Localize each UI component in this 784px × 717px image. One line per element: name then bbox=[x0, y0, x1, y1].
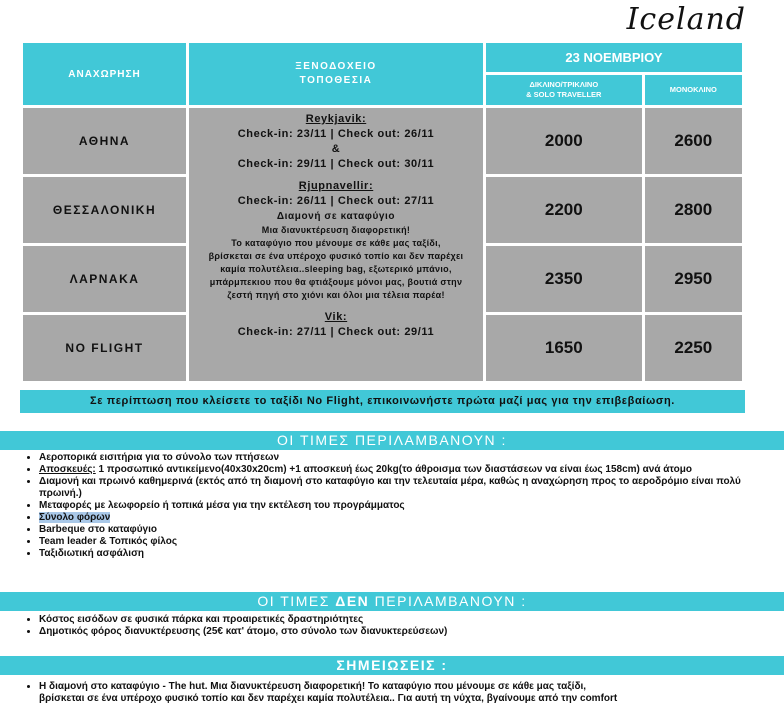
table-row bbox=[23, 108, 742, 174]
included-title: ΟΙ ΤΙΜΕΣ ΠΕΡΙΛΑΜΒΑΝΟΥΝ : bbox=[0, 431, 784, 450]
price-shared: 1650 bbox=[486, 315, 642, 381]
excluded-title: ΟΙ ΤΙΜΕΣ ΔΕΝ ΠΕΡΙΛΑΜΒΑΝΟΥΝ : bbox=[0, 592, 784, 611]
included-list bbox=[0, 452, 784, 560]
header-room-shared: ΔΙΚΛΙΝΟ/ΤΡΙΚΛΙΝΟ & SOLO TRAVELLER bbox=[486, 75, 642, 105]
list-item: • Μεταφορές με λεωφορείο ή τοπικά μέσα για την εκτέλεση του προγράμματος bbox=[39, 500, 776, 512]
header-departure: ΑΝΑΧΩΡΗΣΗ bbox=[23, 43, 186, 105]
list-item: • Δημοτικός φόρος διανυκτέρευσης (25€ κατ' άτομο, στο σύνολο των διανυκτερεύσεων) bbox=[39, 626, 776, 638]
list-item: • Ταξιδιωτική ασφάλιση bbox=[39, 548, 776, 560]
list-item: • Barbeque στο καταφύγιο bbox=[39, 524, 776, 536]
city-cell: ΛΑΡΝΑΚΑ bbox=[23, 246, 186, 312]
hotel-info-cell: Reykjavik: Check-in: 23/11 | Check out: 26/11 & Check-in: 29/11 | Check out: 30/11 Rjupnavellir: Check-in: 26/11 | Check out: 27/11 Διαμονή σε καταφύγιο Μια διανυκτέρευση διαφορετική! Το καταφύγιο που μένουμε σε κάθε μας ταξίδι, βρίσκεται σε ένα υπέροχο φυσικό τοπίο και δεν παρέχει καμία πολυτέλεια..sleeping bag, εξωτερικό μπάνιο, μπάρμπεκιου που θα φτιάξουμε μόνοι μας, βουτιά στην ζεστή πηγή στο χιόνι και όλοι μια τέλεια παρέα! Vik: Check-in: 27/11 | Check out: 29/11 bbox=[189, 108, 483, 381]
price-single: 2250 bbox=[645, 315, 742, 381]
list-item: • Η διαμονή στο καταφύγιο - The hut. Μια διανυκτέρευση διαφορετική! Το καταφύγιο που μένουμε σε κάθε μας ταξίδι, βρίσκεται σε ένα υπέροχο φυσικό τοπίο και δεν παρέχει καμία πολυτέλεια.. Για αυτή τη νύχτα, βγαίνουμε από την comfort bbox=[39, 681, 776, 705]
city-cell: ΘΕΣΣΑΛΟΝΙΚΗ bbox=[23, 177, 186, 243]
price-shared: 2000 bbox=[486, 108, 642, 174]
excluded-list bbox=[0, 614, 784, 638]
price-single: 2600 bbox=[645, 108, 742, 174]
header-room-single: ΜΟΝΟΚΛΙΝΟ bbox=[645, 75, 742, 105]
price-single: 2950 bbox=[645, 246, 742, 312]
header-date: 23 ΝΟΕΜΒΡΙΟΥ bbox=[486, 43, 742, 72]
price-single: 2800 bbox=[645, 177, 742, 243]
list-item: • Αποσκευές: 1 προσωπικό αντικείμενο(40x30x20cm) +1 αποσκευή έως 20kg(το άθροισμα των διαστάσεων να είναι έως 158cm) ανά άτομο bbox=[39, 464, 776, 476]
notes-title: ΣΗΜΕΙΩΣΕΙΣ : bbox=[0, 656, 784, 675]
city-cell: ΑΘΗΝΑ bbox=[23, 108, 186, 174]
list-item: • Διαμονή και πρωινό καθημερινά (εκτός από τη διαμονή στο καταφύγιο και την τελευταία μέρα, καθώς η αναχώρηση προς το αεροδρόμιο είναι πολύ πρωινή.) bbox=[39, 476, 776, 500]
city-cell: NO FLIGHT bbox=[23, 315, 186, 381]
price-table bbox=[20, 40, 745, 384]
no-flight-notice: Σε περίπτωση που κλείσετε το ταξίδι No Flight, επικοινωνήστε πρώτα μαζί μας για την επιβεβαίωση. bbox=[20, 390, 745, 413]
notes-list bbox=[0, 681, 784, 705]
hotel-rjupnavellir: Rjupnavellir: bbox=[298, 180, 374, 192]
hotel-reykjavik: Reykjavik: bbox=[305, 113, 367, 125]
header-hotel: ΞΕΝΟΔΟΧΕΙΟ ΤΟΠΟΘΕΣΙΑ bbox=[189, 43, 483, 105]
list-item: • Κόστος εισόδων σε φυσικά πάρκα και προαιρετικές δραστηριότητες bbox=[39, 614, 776, 626]
brand-logo: Iceland bbox=[626, 2, 746, 37]
list-item: • Σύνολο φόρων bbox=[39, 512, 776, 524]
price-shared: 2350 bbox=[486, 246, 642, 312]
price-shared: 2200 bbox=[486, 177, 642, 243]
hotel-vik: Vik: bbox=[324, 311, 348, 323]
list-item: • Αεροπορικά εισιτήρια για το σύνολο των πτήσεων bbox=[39, 452, 776, 464]
list-item: • Team leader & Τοπικός φίλος bbox=[39, 536, 776, 548]
